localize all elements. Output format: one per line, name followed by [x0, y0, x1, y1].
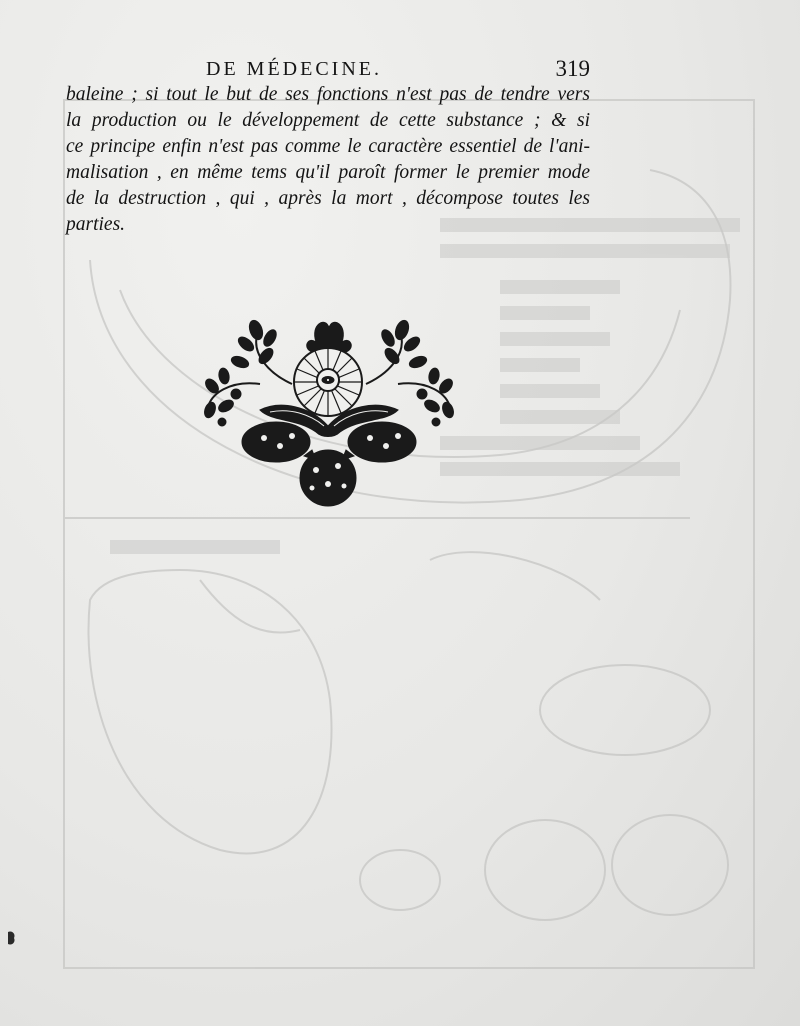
text-line: parties.: [66, 214, 126, 235]
running-title: DE MÉDECINE.: [206, 58, 382, 80]
floral-vignette-icon: [200, 314, 458, 510]
body-paragraph: [66, 82, 590, 238]
margin-blot: [6, 930, 18, 946]
text-line: ce principe enfin n'est pas comme le caractère essentiel de l'ani-: [66, 136, 590, 157]
text-line: baleine ; si tout le but de ses fonctions n'est pas de tendre vers: [66, 84, 590, 105]
text-line: malisation , en même tems qu'il paroît former le premier mode: [66, 162, 590, 183]
text-line: de la destruction , qui , après la mort , décompose toutes les: [66, 188, 590, 209]
text-line: la production ou le développement de cette substance ; & si: [66, 110, 590, 131]
page-number: 319: [555, 56, 590, 81]
